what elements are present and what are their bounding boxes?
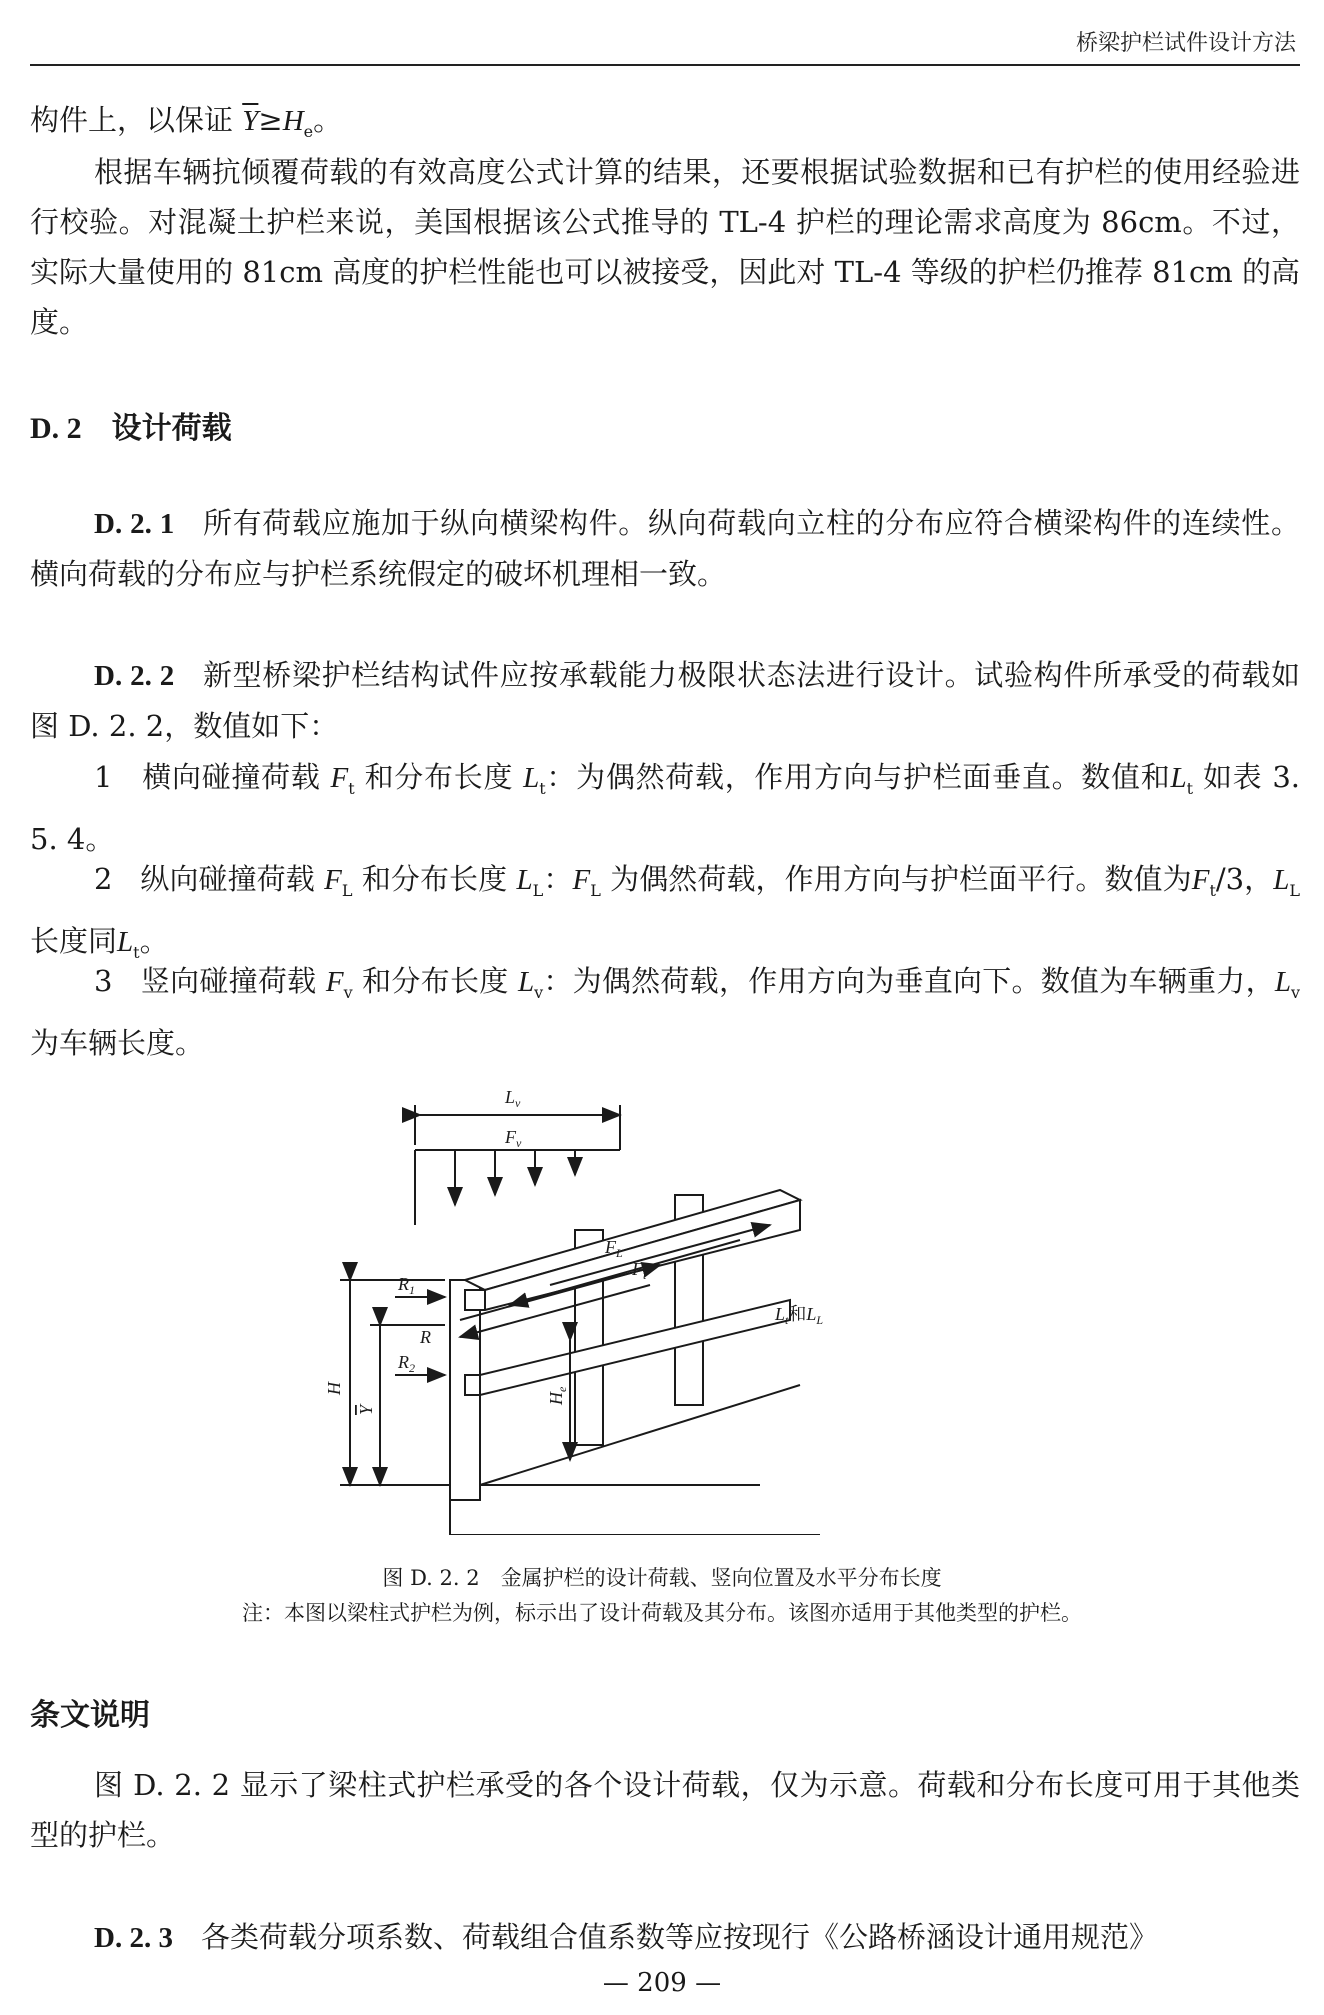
upper-rail (465, 1200, 800, 1310)
lower-rail (465, 1300, 790, 1395)
commentary-title: 条文说明 (30, 1698, 150, 1733)
label-he: $H_e$ (546, 1386, 569, 1405)
clause-d-2-3: D. 2. 3 各类荷载分项系数、荷载组合值系数等应按现行《公路桥涵设计通用规范》 (94, 1920, 1158, 1954)
intro-paragraph: 根据车辆抗倾覆荷载的有效高度公式计算的结果，还要根据试验数据和已有护栏的使用经验进行校验。对混凝土护栏来说，美国根据该公式推导的 TL-4 护栏的理论需求高度为 86cm。不过，实际大量使用的 81cm 高度的护栏性能也可以被接受，因此对 TL-4 等级的护栏仍推荐 81cm 的高度。 (30, 155, 1300, 339)
label-h: H (324, 1382, 344, 1395)
page-header (30, 24, 1300, 66)
clause-d-2-1: D. 2. 1 所有荷载应施加于纵向横梁构件。纵向荷载向立柱的分布应符合横梁构件的连续性。横向荷载的分布应与护栏系统假定的破坏机理相一致。 (30, 506, 1300, 591)
label-fl: $F_L$ (605, 1237, 623, 1260)
list-item-3: 3 竖向碰撞荷载 $F_v$ 和分布长度 $L_v$：为偶然荷载，作用方向为垂直向下。数值为车辆重力，$L_v$ 为车辆长度。 (30, 964, 1301, 1060)
label-fv: $F_v$ (505, 1127, 522, 1150)
commentary-text: 图 D. 2. 2 显示了梁柱式护栏承受的各个设计荷载，仅为示意。荷载和分布长度可用于其他类型的护栏。 (30, 1768, 1300, 1852)
figure-note: 注：本图以梁柱式护栏为例，标示出了设计荷载及其分布。该图亦适用于其他类型的护栏。 (242, 1601, 1082, 1625)
list-item-2: 2 纵向碰撞荷载 $F_L$ 和分布长度 $L_L$：$F_L$ 为偶然荷载，作用方向与护栏面平行。数值为$F_t/3$，$L_L$ 长度同$L_t$。 (30, 862, 1301, 962)
header-title: 桥梁护栏试件设计方法 (1075, 31, 1296, 56)
page-number: — 209 — (602, 1968, 722, 1998)
list-item-1: 1 横向碰撞荷载 $F_t$ 和分布长度 $L_t$：为偶然荷载，作用方向与护栏面垂直。数值和$L_t$ 如表 3. 5. 4。 (30, 760, 1300, 856)
label-ybar: Y (356, 1404, 376, 1415)
deck-edge (480, 1385, 800, 1485)
label-r: R (420, 1327, 431, 1347)
label-r2: $R_2$ (398, 1352, 415, 1375)
label-lt-ll: $L_t$和$L_L$ (775, 1304, 824, 1327)
intro-line: 构件上，以保证 $\overline{Y}\ge H_e$。 (30, 103, 343, 141)
section-heading: D. 2 设计荷载 (30, 411, 232, 446)
guardrail-load-figure (320, 1075, 1020, 1535)
clause-d-2-2: D. 2. 2 新型桥梁护栏结构试件应按承载能力极限状态法进行设计。试验构件所承受的荷载如图 D. 2. 2，数值如下： (30, 658, 1300, 743)
figure-caption: 图 D. 2. 2 金属护栏的设计荷载、竖向位置及水平分布长度 (382, 1566, 942, 1590)
label-r1: $R_1$ (398, 1274, 415, 1297)
label-lv: $L_v$ (505, 1087, 521, 1110)
label-ft: $F_t$ (632, 1259, 647, 1282)
